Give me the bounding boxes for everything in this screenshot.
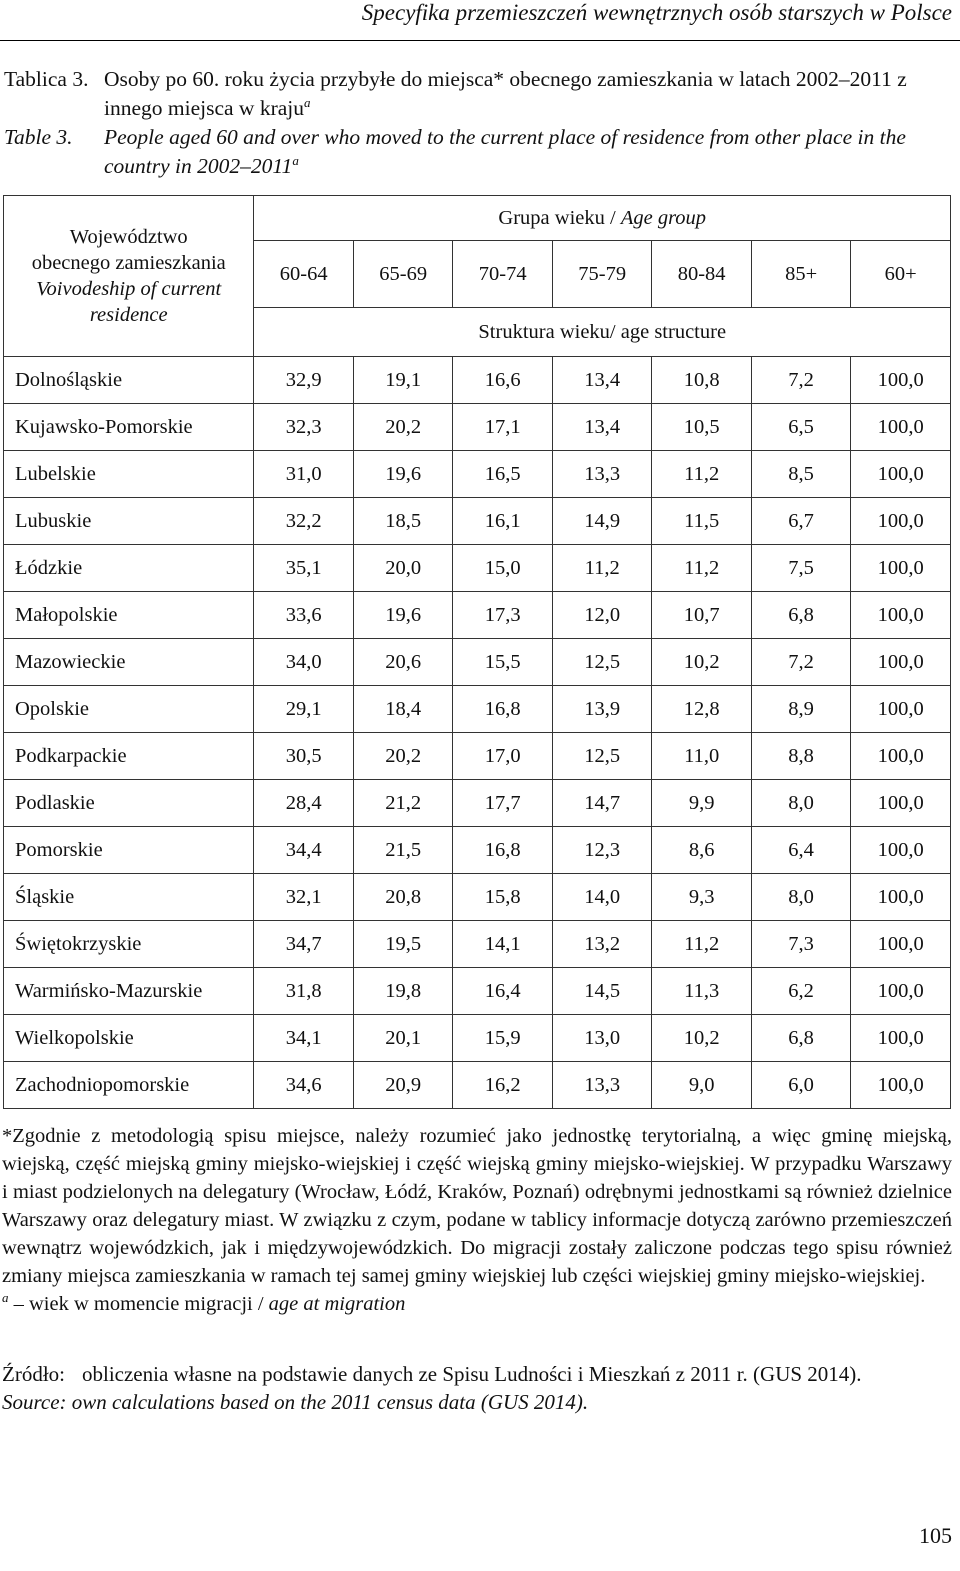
value-cell: 100,0 [851,733,951,780]
source-pl [2,1360,952,1388]
table-caption-pl-text [104,65,956,123]
value-cell: 31,8 [254,968,353,1015]
age-structure-header: Struktura wieku/ age structure [254,308,951,357]
value-cell: 9,9 [652,780,751,827]
value-cell: 16,8 [453,827,552,874]
value-cell: 21,5 [353,827,452,874]
value-cell: 100,0 [851,780,951,827]
value-cell: 34,7 [254,921,353,968]
value-cell: 14,1 [453,921,552,968]
value-cell: 18,5 [353,498,452,545]
value-cell: 28,4 [254,780,353,827]
source-pl-label: Źródło: [2,1362,65,1386]
value-cell: 32,3 [254,404,353,451]
value-cell: 13,0 [552,1015,651,1062]
table-caption-pl-label: Tablica 3. [4,67,89,91]
value-cell: 10,2 [652,639,751,686]
voivodeship-name-cell: Świętokrzyskie [4,921,254,968]
value-cell: 16,4 [453,968,552,1015]
value-cell: 9,0 [652,1062,751,1109]
source-pl-text: obliczenia własne na podstawie danych ze Spisu Ludności i Mieszkań z 2011 r. (GUS 2014). [82,1362,862,1386]
table-row [4,780,951,827]
value-cell: 13,4 [552,357,651,404]
value-cell: 100,0 [851,498,951,545]
value-cell: 30,5 [254,733,353,780]
age-group-header-en: Age group [620,206,707,229]
value-cell: 32,9 [254,357,353,404]
value-cell: 100,0 [851,592,951,639]
value-cell: 11,5 [652,498,751,545]
value-cell: 8,0 [751,874,850,921]
page-number: 105 [919,1523,952,1548]
header-rule [0,40,960,41]
value-cell: 11,3 [652,968,751,1015]
value-cell: 13,3 [552,451,651,498]
voivodeship-name-cell: Pomorskie [4,827,254,874]
value-cell: 6,5 [751,404,850,451]
value-cell: 21,2 [353,780,452,827]
value-cell: 19,1 [353,357,452,404]
value-cell: 100,0 [851,451,951,498]
value-cell: 9,3 [652,874,751,921]
value-cell: 6,0 [751,1062,850,1109]
table-caption-pl-body: Osoby po 60. roku życia przybyłe do miejsca* obecnego zamieszkania w latach 2002–2011 z innego miejsca w kraju [104,67,907,120]
table-row [4,968,951,1015]
voivodeship-name-cell: Małopolskie [4,592,254,639]
value-cell: 100,0 [851,639,951,686]
value-cell: 100,0 [851,874,951,921]
value-cell: 100,0 [851,1015,951,1062]
value-cell: 100,0 [851,686,951,733]
value-cell: 32,2 [254,498,353,545]
footnote-a [2,1290,952,1318]
age-group-header-cell: 70-74 [453,241,552,308]
value-cell: 14,7 [552,780,651,827]
table-row [4,357,951,404]
value-cell: 12,5 [552,639,651,686]
voivodeship-name-cell: Łódzkie [4,545,254,592]
value-cell: 8,6 [652,827,751,874]
value-cell: 18,4 [353,686,452,733]
value-cell: 15,8 [453,874,552,921]
voivodeship-name-cell: Lubelskie [4,451,254,498]
voivodeship-name-cell: Opolskie [4,686,254,733]
value-cell: 100,0 [851,357,951,404]
footnote-a-text-pl: – wiek w momencie migracji / [8,1293,269,1315]
value-cell: 35,1 [254,545,353,592]
table-row [4,545,951,592]
age-group-header-cell: 60-64 [254,241,353,308]
value-cell: 7,5 [751,545,850,592]
value-cell: 34,4 [254,827,353,874]
value-cell: 100,0 [851,921,951,968]
value-cell: 14,0 [552,874,651,921]
value-cell: 12,5 [552,733,651,780]
age-group-header [254,196,951,241]
value-cell: 19,6 [353,592,452,639]
value-cell: 12,3 [552,827,651,874]
voivodeship-name-cell: Warmińsko-Mazurskie [4,968,254,1015]
value-cell: 16,8 [453,686,552,733]
age-group-header-pl: Grupa wieku / [498,206,621,229]
value-cell: 33,6 [254,592,353,639]
footnote-marker-a: a [304,94,311,110]
voivodeship-name-cell: Mazowieckie [4,639,254,686]
voivodeship-header-pl-2: obecnego zamieszkania [31,252,226,274]
footnote-marker-a: a [292,152,299,168]
value-cell: 8,0 [751,780,850,827]
value-cell: 15,0 [453,545,552,592]
value-cell: 12,8 [652,686,751,733]
voivodeship-name-cell: Lubuskie [4,498,254,545]
value-cell: 20,2 [353,733,452,780]
value-cell: 13,3 [552,1062,651,1109]
table-row [4,592,951,639]
age-group-header-cell: 65-69 [353,241,452,308]
value-cell: 11,2 [652,451,751,498]
footnote-a-marker: a [2,1290,9,1306]
table-row [4,498,951,545]
data-table [3,195,951,1109]
table-row [4,639,951,686]
value-cell: 11,0 [652,733,751,780]
voivodeship-name-cell: Zachodniopomorskie [4,1062,254,1109]
value-cell: 19,8 [353,968,452,1015]
value-cell: 8,8 [751,733,850,780]
voivodeship-header-en-1: Voivodeship of current [36,278,222,300]
value-cell: 17,3 [453,592,552,639]
voivodeship-header-en [4,276,253,302]
voivodeship-name-cell: Śląskie [4,874,254,921]
value-cell: 17,0 [453,733,552,780]
age-group-header-cell: 75-79 [552,241,651,308]
table-row [4,1062,951,1109]
value-cell: 15,9 [453,1015,552,1062]
voivodeship-name-cell: Podkarpackie [4,733,254,780]
value-cell: 8,5 [751,451,850,498]
value-cell: 100,0 [851,827,951,874]
value-cell: 20,9 [353,1062,452,1109]
value-cell: 7,2 [751,357,850,404]
value-cell: 19,6 [353,451,452,498]
value-cell: 19,5 [353,921,452,968]
table-caption-pl [4,65,956,123]
value-cell: 10,2 [652,1015,751,1062]
value-cell: 17,1 [453,404,552,451]
table-row [4,686,951,733]
value-cell: 6,7 [751,498,850,545]
value-cell: 20,0 [353,545,452,592]
running-head: Specyfika przemieszczeń wewnętrznych osób starszych w Polsce [361,0,952,25]
value-cell: 31,0 [254,451,353,498]
value-cell: 100,0 [851,968,951,1015]
value-cell: 16,1 [453,498,552,545]
value-cell: 6,8 [751,1015,850,1062]
value-cell: 20,1 [353,1015,452,1062]
value-cell: 13,4 [552,404,651,451]
value-cell: 20,8 [353,874,452,921]
voivodeship-header-en-wrap [4,302,253,328]
table-row [4,733,951,780]
value-cell: 34,0 [254,639,353,686]
value-cell: 13,2 [552,921,651,968]
value-cell: 17,7 [453,780,552,827]
value-cell: 6,8 [751,592,850,639]
value-cell: 12,0 [552,592,651,639]
footnote-a-text-en: age at migration [268,1293,406,1315]
value-cell: 34,1 [254,1015,353,1062]
age-group-header-cell: 80-84 [652,241,751,308]
value-cell: 14,9 [552,498,651,545]
table-caption-en-body: People aged 60 and over who moved to the current place of residence from other place in the country in 2002–2011 [104,125,906,178]
table-caption-en-text [104,123,956,181]
value-cell: 100,0 [851,404,951,451]
voivodeship-header [4,196,254,357]
source-en: Source: own calculations based on the 2011 census data (GUS 2014). [2,1390,589,1414]
value-cell: 16,6 [453,357,552,404]
voivodeship-header-en-2: residence [89,304,168,326]
age-group-header-cell: 60+ [851,241,951,308]
value-cell: 6,4 [751,827,850,874]
table-notes [2,1122,952,1318]
voivodeship-name-cell: Podlaskie [4,780,254,827]
value-cell: 11,2 [652,545,751,592]
age-group-header-cell: 85+ [751,241,850,308]
value-cell: 34,6 [254,1062,353,1109]
value-cell: 10,8 [652,357,751,404]
value-cell: 14,5 [552,968,651,1015]
value-cell: 6,2 [751,968,850,1015]
table-caption-en-label: Table 3. [4,125,73,149]
value-cell: 11,2 [652,921,751,968]
table-row [4,921,951,968]
table-row [4,827,951,874]
value-cell: 7,2 [751,639,850,686]
value-cell: 32,1 [254,874,353,921]
voivodeship-name-cell: Kujawsko-Pomorskie [4,404,254,451]
methodology-note: *Zgodnie z metodologią spisu miejsce, należy rozumieć jako jednostkę terytorialną, a więc gminę miejską, wiejską, część miejską gminy miejsko-wiejskiej i część wiejską gminy miejsko-wiejskiej. W przypadku Warszawy i miast podzielonych na delegatury (Wrocław, Łódź, Kraków, Poznań) odrębnymi jednostkami są również dzielnice Warszawy oraz delegatury miast. W związku z czym, podane w tablicy informacje dotyczą zarówno przemieszczeń wewnątrz wojewódzkich, jak i międzywojewódzkich. Do migracji zostały zaliczone podczas tego spisu również zmiany miejsca zamieszkania w ramach tej samej gminy wiejskiej lub części wiejskiej gminy miejsko-wiejskiej. [2,1125,952,1287]
table-caption-en [4,123,956,181]
value-cell: 20,2 [353,404,452,451]
table-row [4,1015,951,1062]
voivodeship-name-cell: Wielkopolskie [4,1015,254,1062]
table-body [4,357,951,1109]
table-row [4,874,951,921]
table-row [4,451,951,498]
value-cell: 11,2 [552,545,651,592]
value-cell: 16,2 [453,1062,552,1109]
voivodeship-name-cell: Dolnośląskie [4,357,254,404]
value-cell: 15,5 [453,639,552,686]
table-row [4,404,951,451]
value-cell: 100,0 [851,545,951,592]
value-cell: 16,5 [453,451,552,498]
voivodeship-header-pl-1: Województwo [69,226,188,248]
value-cell: 29,1 [254,686,353,733]
value-cell: 20,6 [353,639,452,686]
value-cell: 7,3 [751,921,850,968]
value-cell: 8,9 [751,686,850,733]
value-cell: 100,0 [851,1062,951,1109]
source-note [2,1360,952,1416]
value-cell: 10,7 [652,592,751,639]
value-cell: 10,5 [652,404,751,451]
value-cell: 13,9 [552,686,651,733]
